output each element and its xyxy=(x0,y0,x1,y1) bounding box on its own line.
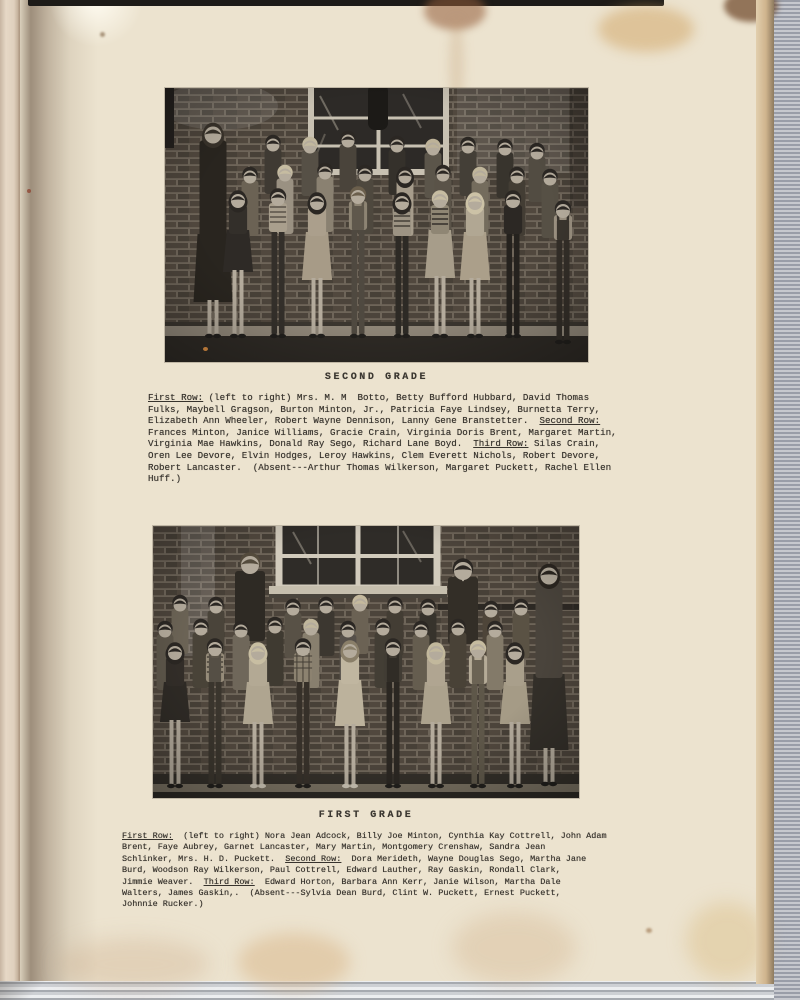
row-label: Second Row: xyxy=(285,853,342,864)
book-fore-edge-stripes xyxy=(774,0,800,1000)
caption-line xyxy=(148,462,617,474)
stain xyxy=(238,933,350,991)
caption-text: Elizabeth Ann Wheeler, Robert Wayne Dennison, Lanny Gene Branstetter. xyxy=(148,415,540,427)
speck xyxy=(203,347,208,351)
caption-text: Virginia Mae Hawkins, Donald Ray Sego, Richard Lane Boyd. xyxy=(148,438,474,450)
caption-line xyxy=(122,831,607,842)
second-grade-title: SECOND GRADE xyxy=(324,372,429,383)
speck xyxy=(27,189,31,193)
caption-text: Dora Merideth, Wayne Douglas Sego, Martha Jane xyxy=(341,853,587,864)
first-grade-title: FIRST GRADE xyxy=(318,810,414,821)
caption-line xyxy=(122,899,607,910)
caption-text: (left to right) Mrs. M. M Botto, Betty Bufford Hubbard, David Thomas xyxy=(203,392,590,403)
row-label: Second Row: xyxy=(539,415,601,427)
stain xyxy=(598,6,694,52)
row-label: Third Row: xyxy=(203,876,255,887)
speck xyxy=(100,32,105,37)
stain xyxy=(58,938,210,990)
caption-text: Burd, Woodson Ray Wilkerson, Paul Cottrell, Edward Lauther, Ray Gaskin, Rondall Clark, xyxy=(122,865,561,876)
caption-text: Robert Lancaster. (Absent---Arthur Thomas Wilkerson, Margaret Puckett, Rachel Ellen xyxy=(148,461,612,473)
caption-line xyxy=(148,438,617,450)
caption-line xyxy=(148,427,617,439)
previous-page-edge xyxy=(0,0,20,981)
caption-line xyxy=(122,865,607,876)
row-label: First Row: xyxy=(122,831,174,841)
second-grade-caption xyxy=(148,392,617,485)
caption-text: Schlinker, Mrs. H. D. Puckett. xyxy=(122,853,286,864)
speck xyxy=(646,928,652,933)
caption-line xyxy=(122,842,607,853)
caption-text: Huff.) xyxy=(148,473,182,485)
binding-gutter-shadow xyxy=(18,0,98,981)
first-grade-class-photo xyxy=(153,526,579,798)
stain xyxy=(452,912,576,984)
caption-text: Frances Minton, Janice Williams, Gracie Crain, Virginia Doris Brent, Margaret Martin, xyxy=(148,426,617,438)
caption-text: Silas Crain, xyxy=(528,438,601,450)
caption-text: Edward Horton, Barbara Ann Kerr, Janie Wilson, Martha Dale xyxy=(254,876,561,887)
caption-line xyxy=(148,415,617,427)
row-label: First Row: xyxy=(148,392,204,403)
caption-text: (left to right) Nora Jean Adcock, Billy Joe Minton, Cynthia Kay Cottrell, John Adam xyxy=(173,831,607,841)
second-grade-class-photo xyxy=(165,88,588,362)
first-grade-class-photo-image xyxy=(153,526,579,798)
caption-text: Fulks, Maybell Gragson, Burton Minton, Jr., Patricia Faye Lindsey, Burnetta Terry, xyxy=(148,403,601,415)
caption-line xyxy=(148,392,617,404)
caption-text: Walters, James Gaskin,. (Absent---Sylvia Dean Burd, Clint W. Puckett, Ernest Puckett, xyxy=(122,888,561,899)
caption-text: Johnnie Rucker.) xyxy=(122,899,204,910)
first-grade-caption xyxy=(122,831,607,911)
caption-line xyxy=(122,877,607,888)
page-corner-curl xyxy=(50,0,142,46)
caption-text: Jimmie Weaver. xyxy=(122,876,204,887)
caption-text: Brent, Faye Aubrey, Garnet Lancaster, Mary Martin, Montgomery Crenshaw, Sandra Jean xyxy=(122,842,546,853)
caption-text: Oren Lee Devore, Elvin Hodges, Leroy Hawkins, Clem Everett Nichols, Robert Devore, xyxy=(148,449,601,461)
page-right-edge xyxy=(756,0,774,984)
caption-line xyxy=(122,888,607,899)
caption-line xyxy=(122,854,607,865)
row-label: Third Row: xyxy=(473,438,529,450)
caption-line xyxy=(148,404,617,416)
caption-line xyxy=(148,473,617,485)
second-grade-class-photo-image xyxy=(165,88,588,362)
top-scan-bar xyxy=(28,0,664,6)
caption-line xyxy=(148,450,617,462)
